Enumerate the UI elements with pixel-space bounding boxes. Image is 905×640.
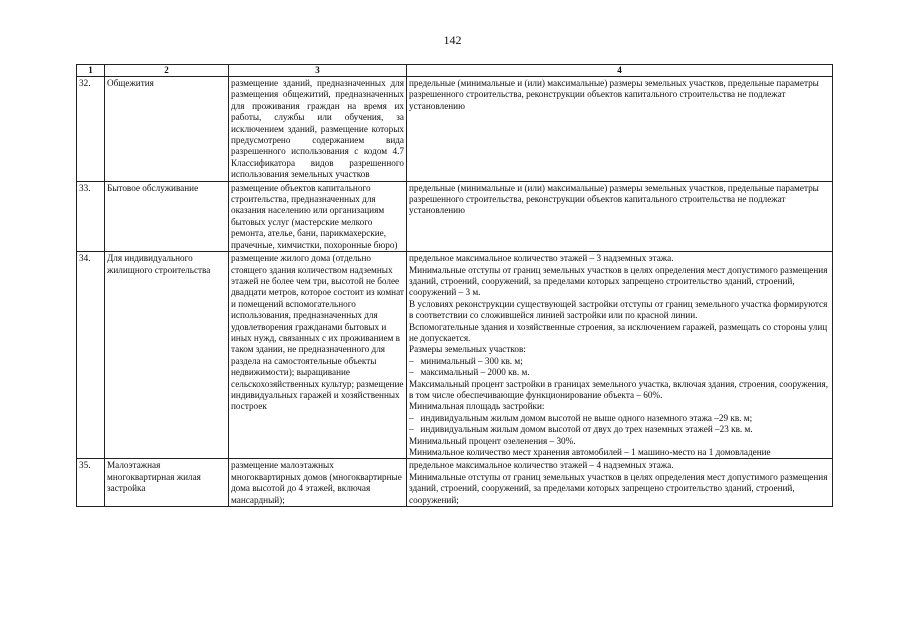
table-row (77, 252, 833, 459)
parameter-line: Минимальный процент озеленения – 30%. (409, 435, 576, 446)
use-name: Малоэтажная многоквартирная жилая застройка (105, 459, 229, 507)
column-header-1: 1 (77, 65, 105, 77)
parameter-line: В условиях реконструкции существующей застройки отступы от границ земельного участка формируются в соответствии со сложившейся линией застройки или по красной линии. (409, 298, 830, 321)
column-header-2: 2 (105, 65, 229, 77)
parameter-line: Минимальная площадь застройки: (409, 401, 545, 412)
use-description: размещение малоэтажных многоквартирных домов (многоквартирные дома высотой до 4 этажей, включая мансардный); (229, 459, 407, 507)
use-name: Общежития (105, 77, 229, 182)
permitted-use-table (76, 64, 833, 507)
row-number: 33. (77, 181, 105, 251)
use-name: Для индивидуального жилищного строительства (105, 252, 229, 459)
table-row (77, 181, 833, 251)
parameter-line: Минимальные отступы от границ земельных участков в целях определения мест допустимого размещения зданий, строений, сооружений, за пределами которых запрещено строительство зданий, строений, сооружений – 3 м. (409, 264, 830, 298)
row-number: 34. (77, 252, 105, 459)
use-parameters (407, 77, 833, 182)
parameter-line: предельные (минимальные и (или) максимальные) размеры земельных участков, предельные параметры разрешенного строительства, реконструкции объектов капитального строительства не подлежат установлению (409, 182, 822, 216)
parameter-line: Размеры земельных участков: (409, 344, 526, 355)
use-parameters (407, 252, 833, 459)
use-parameters (407, 459, 833, 507)
row-number: 35. (77, 459, 105, 507)
use-parameters (407, 181, 833, 251)
table-row (77, 459, 833, 507)
parameter-line: предельные (минимальные и (или) максимальные) размеры земельных участков, предельные параметры разрешенного строительства, реконструкции объектов капитального строительства не подлежат установлению (409, 78, 822, 111)
parameter-line: – индивидуальным жилым домом высотой от двух до трех наземных этажей –23 кв. м. (409, 424, 753, 435)
parameter-line: Вспомогательные здания и хозяйственные строения, за исключением гаражей, размещать со стороны улиц не допускается. (409, 321, 830, 343)
use-name: Бытовое обслуживание (105, 181, 229, 251)
page-number: 142 (443, 33, 462, 47)
column-header-3: 3 (229, 65, 407, 77)
use-description: размещение объектов капитального строительства, предназначенных для оказания населению или организациям бытовых услуг (мастерские мелкого ремонта, ателье, бани, парикмахерские, прачечные, химчистки, похоронные бюро) (229, 181, 407, 251)
table-header-row (77, 65, 833, 77)
parameter-line: – индивидуальным жилым домом высотой не выше одного наземного этажа –29 кв. м; (409, 412, 753, 423)
parameter-line: Минимальные отступы от границ земельных участков в целях определения мест допустимого размещения зданий, строений, сооружений, за пределами которых запрещено строительство зданий, строений, сооружений; (409, 471, 830, 505)
use-description: размещение зданий, предназначенных для размещения общежитий, предназначенных для проживания граждан на время их работы, службы или обучения, за исключением зданий, размещение которых предусмотрено содержанием вида разрешенного использования с кодом 4.7 Классификатора видов разрешенного использования земельных участков (229, 77, 407, 182)
use-description: размещение жилого дома (отдельно стоящего здания количеством надземных этажей не более чем три, высотой не более двадцати метров, которое состоит из комнат и помещений вспомогательного использования, предназначенных для удовлетворения гражданами бытовых и иных нужд, связанных с их проживанием в таком здании, не предназначенного для раздела на самостоятельные объекты недвижимости); выращивание сельскохозяйственных культур; размещение индивидуальных гаражей и хозяйственных построек (229, 252, 407, 459)
column-header-4: 4 (407, 65, 833, 77)
parameter-line: – максимальный – 2000 кв. м. (409, 367, 530, 378)
table-row (77, 77, 833, 182)
parameter-line: Максимальный процент застройки в границах земельного участка, включая здания, строения, сооружения, в том числе обеспечивающие функционирование объекта – 60%. (409, 378, 831, 400)
parameter-line: – минимальный – 300 кв. м; (409, 355, 523, 366)
row-number: 32. (77, 77, 105, 182)
parameter-line: предельное максимальное количество этажей – 3 надземных этажа. (409, 253, 674, 264)
parameter-line: предельное максимальное количество этажей – 4 надземных этажа. (409, 460, 674, 471)
parameter-line: Минимальное количество мест хранения автомобилей – 1 машино-место на 1 домовладение (409, 447, 771, 457)
